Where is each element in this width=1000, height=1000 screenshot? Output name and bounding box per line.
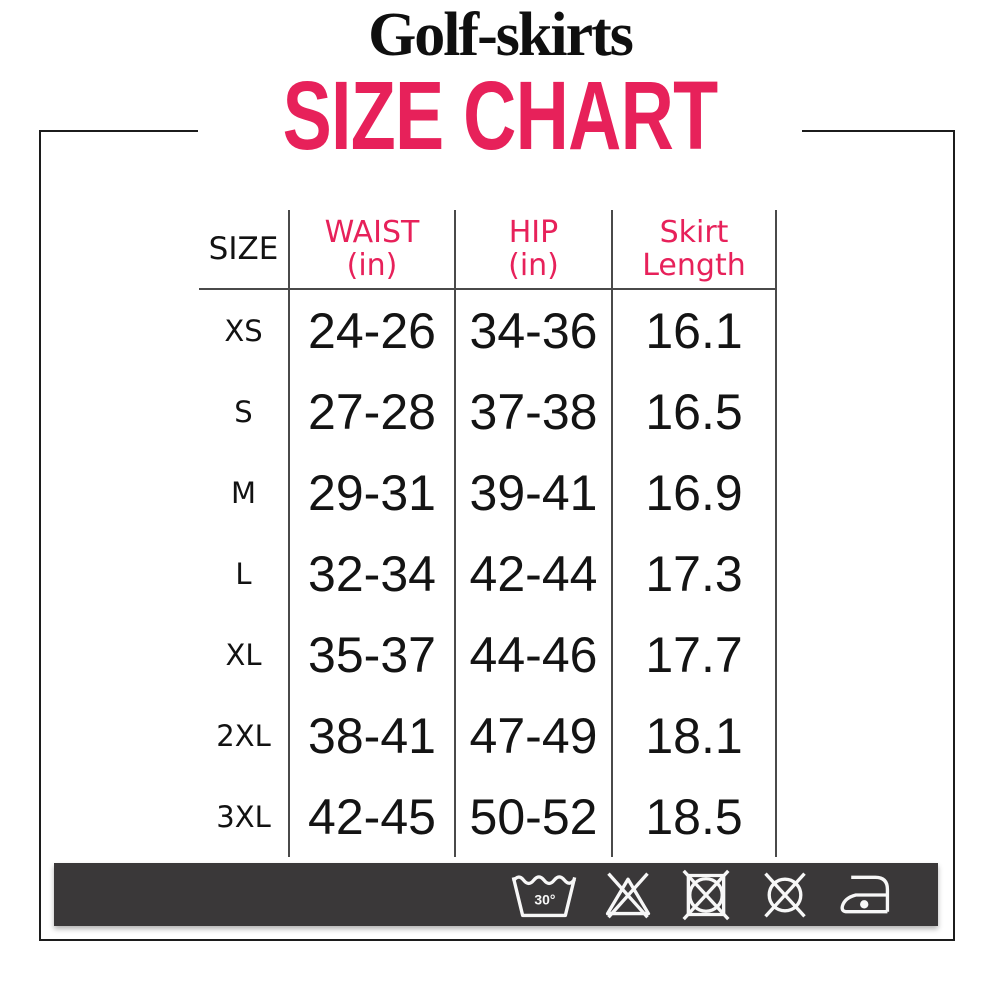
- length-value: 16.5: [611, 371, 777, 452]
- page-title-text: SIZE CHART: [282, 61, 718, 170]
- col-header-waist: WAIST (in): [288, 210, 454, 290]
- length-value: 17.3: [611, 533, 777, 614]
- hip-value: 34-36: [454, 290, 611, 371]
- hip-value: 44-46: [454, 614, 611, 695]
- length-value: 18.1: [611, 695, 777, 776]
- hip-value: 42-44: [454, 533, 611, 614]
- col-header-size: SIZE: [199, 210, 288, 290]
- hip-value: 47-49: [454, 695, 611, 776]
- machine-wash-30-icon: [510, 869, 578, 921]
- col-header-skirt-length: Skirt Length: [611, 210, 777, 290]
- do-not-bleach-icon: [602, 869, 654, 921]
- size-label: M: [230, 475, 257, 510]
- length-value: 16.9: [611, 452, 777, 533]
- waist-value: 24-26: [288, 290, 454, 371]
- waist-value: 38-41: [288, 695, 454, 776]
- length-value: 16.1: [611, 290, 777, 371]
- care-instructions-bar: [54, 863, 938, 926]
- size-label: XL: [225, 637, 262, 672]
- brand-title: Golf-skirts: [368, 1, 632, 69]
- hip-value: 37-38: [454, 371, 611, 452]
- length-value: 18.5: [611, 776, 777, 857]
- do-not-tumble-dry-icon: [678, 869, 734, 921]
- size-table: [199, 210, 777, 857]
- size-label: XS: [224, 313, 263, 348]
- length-value: 17.7: [611, 614, 777, 695]
- size-label: L: [235, 556, 252, 591]
- page-title: [198, 61, 802, 170]
- waist-value: 32-34: [288, 533, 454, 614]
- iron-low-heat-icon: [836, 869, 898, 921]
- hip-value: 39-41: [454, 452, 611, 533]
- size-label: S: [234, 394, 253, 429]
- col-header-hip: HIP (in): [454, 210, 611, 290]
- svg-text:30°: 30°: [534, 890, 556, 907]
- size-label: 3XL: [216, 799, 271, 834]
- hip-value: 50-52: [454, 776, 611, 857]
- waist-value: 29-31: [288, 452, 454, 533]
- waist-value: 42-45: [288, 776, 454, 857]
- size-label: 2XL: [216, 718, 271, 753]
- do-not-dry-clean-icon: [758, 869, 812, 921]
- waist-value: 27-28: [288, 371, 454, 452]
- waist-value: 35-37: [288, 614, 454, 695]
